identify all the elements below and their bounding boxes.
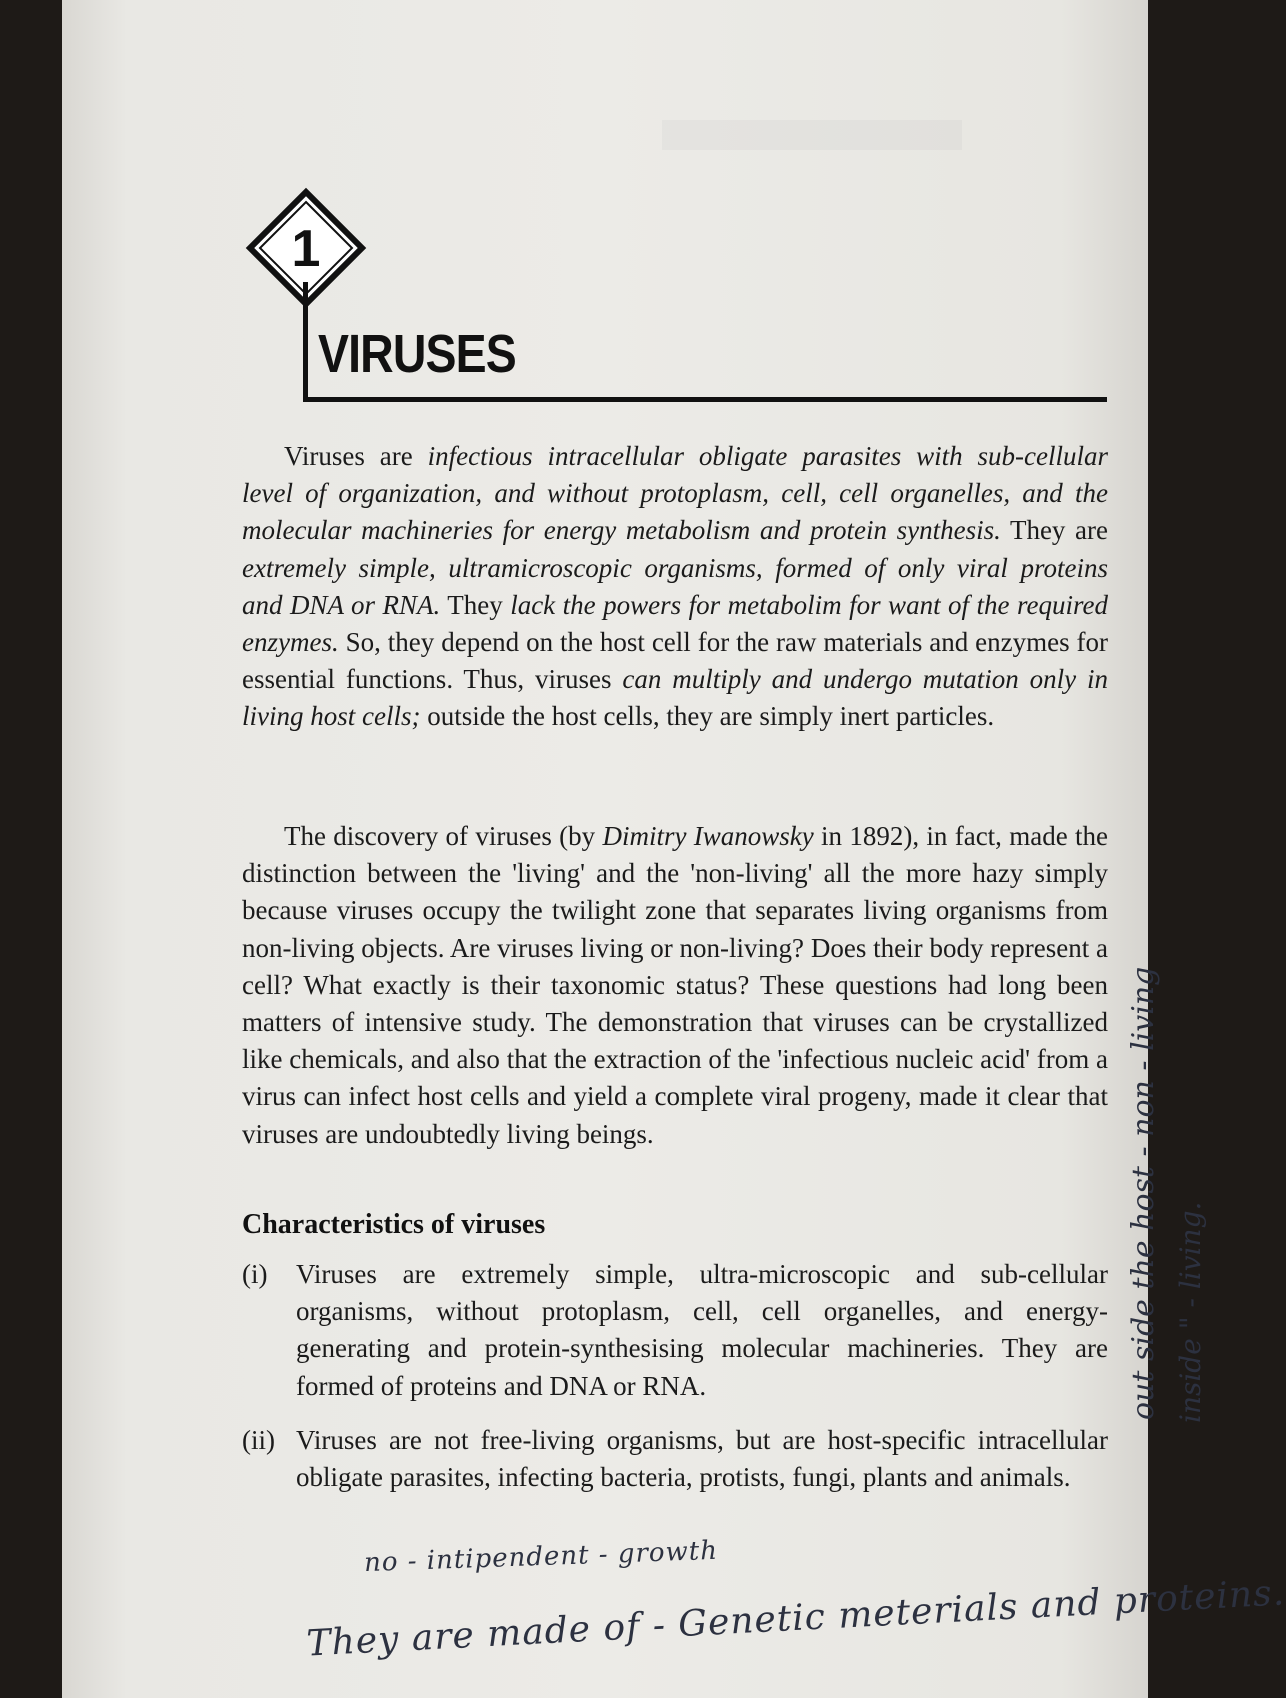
chapter-title: VIRUSES bbox=[318, 324, 516, 384]
title-rule-vertical bbox=[303, 282, 308, 400]
italic-run: can multiply and undergo mutation only in living host cells; bbox=[242, 664, 1109, 732]
item-text: Viruses are extremely simple, ultra-microscopic and sub-cellular organisms, without protoplasm, cell, cell organelles, and energy-generating and protein-synthesising molecular machineries. They are formed of proteins and DNA or RNA. bbox=[296, 1259, 1108, 1401]
handwritten-margin-note-inside: inside " - living. bbox=[1174, 1201, 1207, 1423]
bleed-through-decoration bbox=[662, 120, 962, 150]
text-run: They bbox=[440, 589, 511, 620]
italic-run: Dimitry Iwanowsky bbox=[602, 821, 814, 851]
intro-paragraph-1 bbox=[242, 438, 1108, 736]
item-text: Viruses are not free-living organisms, but are host-specific intracellular obligate parasites, infecting bacteria, protists, fungi, plants and animals. bbox=[296, 1425, 1108, 1493]
italic-run: lack the powers for metabolim for want of the required enzymes. bbox=[242, 589, 1108, 658]
text-run: They are bbox=[1000, 515, 1108, 546]
italic-run: infectious intracellular obligate parasites with sub-cellular level of organization, and without protoplasm, cell, cell organelles, and the molecular machineries for energy metabolism and protein synthesis. bbox=[242, 441, 1108, 546]
item-number: (i) bbox=[242, 1259, 268, 1289]
title-rule-horizontal bbox=[303, 397, 1107, 402]
handwritten-margin-note-outside: out side the host - non - living bbox=[1126, 966, 1161, 1420]
text-run: in 1892), in fact, made the distinction between the 'living' and the 'non-living' all the more hazy simply because viruses occupy the twilight zone that separates living organisms from non-living objects. Are viruses living or non-living? Does their body represent a cell? What exactly is their taxonomic status? These questions had long been matters of intensive study. The demonstration that viruses can be crystallized like chemicals, and also that the extraction of the 'infectious nucleic acid' from a virus can infect host cells and yield a complete viral progeny, made it clear that viruses are undoubtedly living beings. bbox=[242, 821, 1108, 1149]
text-run: Viruses are bbox=[284, 441, 428, 471]
text-run: The discovery of viruses (by bbox=[284, 821, 603, 851]
handwritten-note-growth: no - intipendent - growth bbox=[363, 1535, 719, 1579]
intro-paragraph-2 bbox=[242, 818, 1108, 1153]
chapter-number: 1 bbox=[291, 220, 321, 278]
italic-run: extremely simple, ultramicroscopic organisms, formed of only viral proteins and DNA or RNA. bbox=[242, 552, 1108, 620]
text-run: outside the host cells, they are simply inert particles. bbox=[420, 701, 995, 732]
text-run: So, they depend on the host cell for the raw materials and enzymes for essential functions. Thus, viruses bbox=[242, 627, 1108, 695]
section-heading: Characteristics of viruses bbox=[242, 1209, 546, 1240]
item-number: (ii) bbox=[242, 1425, 275, 1455]
handwritten-note-composition: They are made of - Genetic meterials and proteins. bbox=[305, 1572, 1286, 1665]
book-page bbox=[62, 0, 1286, 1698]
